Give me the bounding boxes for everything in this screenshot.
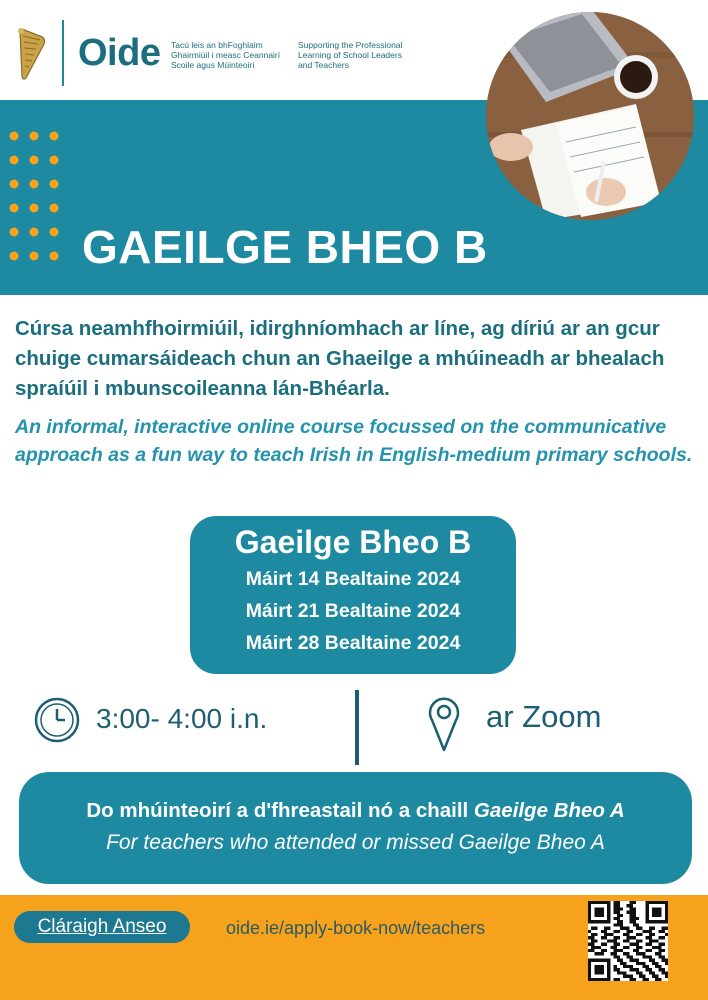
qr-code-icon[interactable]: [588, 901, 668, 981]
intro-english: An informal, interactive online course focussed on the communicative approach as a fun way to teach Irish in English-medium primary schools.: [15, 416, 693, 466]
session-date: Máirt 28 Bealtaine 2024: [245, 632, 461, 654]
register-button[interactable]: Cláraigh Anseo: [14, 911, 190, 943]
session-time: 3:00- 4:00 i.n.: [96, 703, 268, 734]
decorative-dots-icon: [6, 128, 66, 268]
brand-logo-text: Oide: [78, 32, 161, 74]
intro-irish: Cúrsa neamhfhoirmiúil, idirghníomhach ar líne, ag díriú ar an gcur chuige cumarsáideach chun an Ghaeilge a mhúineadh ar bhealach spraíúil i mbunscoileanna lán-Bhéarla.: [15, 317, 665, 400]
details-divider: [355, 690, 359, 765]
harp-icon: [14, 26, 48, 82]
tagline-irish: Tacú leis an bhFoghlaim Ghairmiúil i measc Ceannairí Scoile agus Múinteoirí: [171, 40, 281, 70]
session-dates-box: [190, 516, 516, 674]
audience-irish: Do mhúinteoirí a d'fhreastail nó a chaill Gaeilge Bheo A: [86, 799, 625, 822]
tagline-english: Supporting the Professional Learning of School Leaders and Teachers: [298, 40, 403, 70]
session-date: Máirt 14 Bealtaine 2024: [245, 568, 461, 590]
session-location: ar Zoom: [486, 699, 602, 734]
location-pin-icon: [428, 694, 460, 752]
session-date: Máirt 21 Bealtaine 2024: [245, 600, 461, 622]
registration-url-link[interactable]: oide.ie/apply-book-now/teachers: [226, 918, 486, 938]
clock-icon: [34, 697, 80, 743]
audience-english: For teachers who attended or missed Gaeilge Bheo A: [106, 831, 605, 854]
session-title: Gaeilge Bheo B: [234, 524, 472, 560]
desk-notebook-coffee-photo: [486, 12, 694, 220]
audience-box: [19, 772, 692, 884]
header-divider: [62, 20, 64, 86]
page-title: GAEILGE BHEO B: [82, 221, 488, 273]
